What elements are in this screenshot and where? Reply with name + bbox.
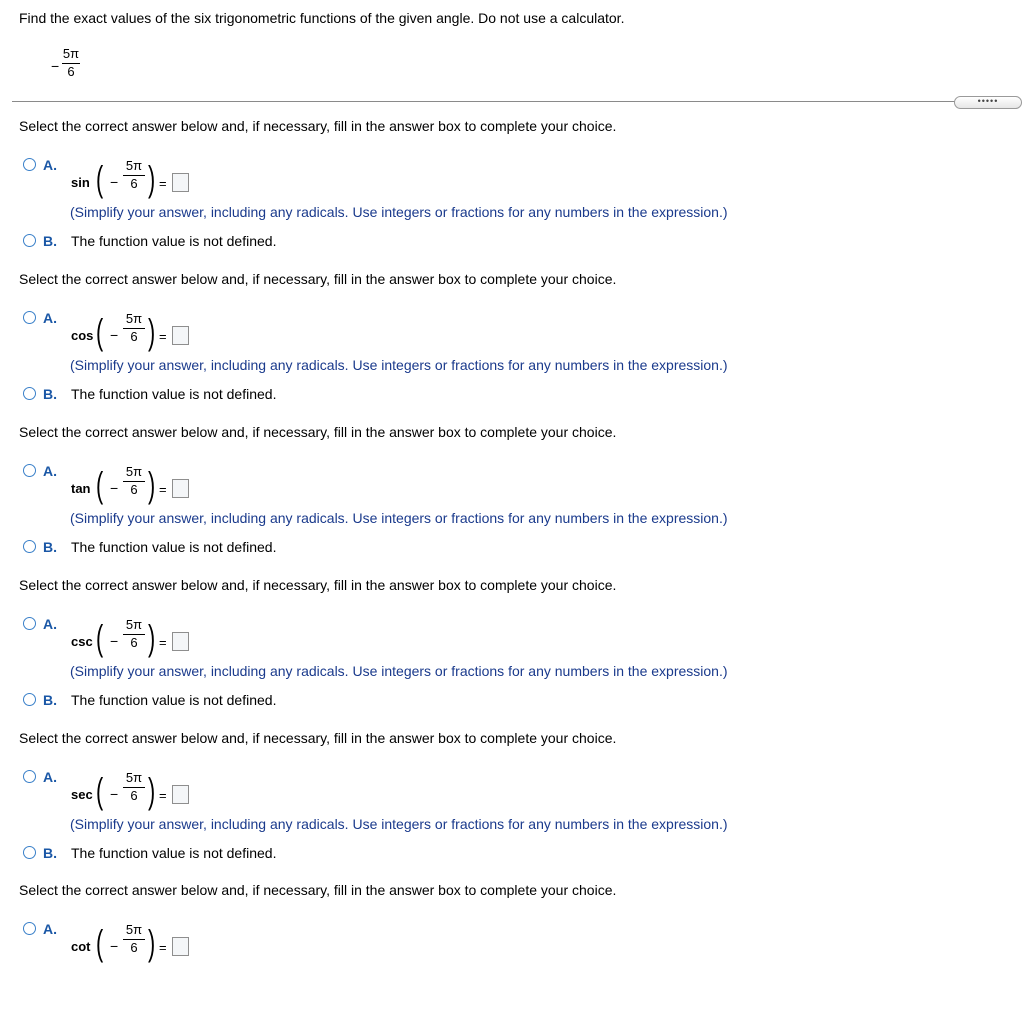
angle-fraction — [62, 46, 80, 79]
option-b-text: The function value is not defined. — [71, 692, 277, 708]
question-section-cos — [0, 271, 1024, 421]
answer-box[interactable] — [172, 632, 189, 651]
option-a-radio[interactable] — [23, 311, 36, 324]
angle-numerator: 5π — [125, 922, 143, 937]
option-b-text: The function value is not defined. — [71, 845, 277, 861]
option-a-letter: A. — [43, 310, 57, 326]
angle-sign: − — [110, 786, 119, 802]
option-b-text: The function value is not defined. — [71, 386, 277, 402]
equals-sign: = — [159, 176, 167, 191]
question-section-sec — [0, 730, 1024, 880]
option-a-radio[interactable] — [23, 464, 36, 477]
right-paren: ) — [148, 464, 156, 505]
angle-sign: − — [110, 633, 119, 649]
left-paren: ( — [96, 922, 104, 963]
angle-numerator: 5π — [125, 158, 143, 173]
option-b-letter: B. — [43, 692, 57, 708]
angle-denominator: 6 — [130, 788, 138, 803]
function-name: sec — [71, 787, 93, 802]
section-instruction: Select the correct answer below and, if necessary, fill in the answer box to complete your choice. — [19, 882, 617, 898]
equals-sign: = — [159, 940, 167, 955]
answer-box[interactable] — [172, 173, 189, 192]
angle-numerator: 5π — [125, 464, 143, 479]
angle-fraction — [123, 311, 145, 344]
angle-sign: − — [110, 938, 119, 954]
answer-box[interactable] — [172, 785, 189, 804]
option-a-letter: A. — [43, 921, 57, 937]
option-a-letter: A. — [43, 463, 57, 479]
problem-prompt: Find the exact values of the six trigonometric functions of the given angle. Do not use a calculator. — [19, 10, 625, 26]
angle-denominator: 6 — [130, 176, 138, 191]
equals-sign: = — [159, 788, 167, 803]
answer-hint: (Simplify your answer, including any radicals. Use integers or fractions for any numbers in the expression.) — [70, 357, 728, 373]
option-a-radio[interactable] — [23, 617, 36, 630]
option-b-radio[interactable] — [23, 540, 36, 553]
question-section-sin — [0, 118, 1024, 268]
option-a-radio[interactable] — [23, 922, 36, 935]
divider — [12, 101, 956, 102]
answer-hint: (Simplify your answer, including any radicals. Use integers or fractions for any numbers in the expression.) — [70, 510, 728, 526]
right-paren: ) — [148, 922, 156, 963]
question-section-cot — [0, 882, 1024, 1032]
left-paren: ( — [96, 158, 104, 199]
angle-fraction — [123, 464, 145, 497]
question-section-tan — [0, 424, 1024, 574]
angle-numerator: 5π — [62, 46, 80, 61]
equals-sign: = — [159, 635, 167, 650]
function-name: csc — [71, 634, 93, 649]
option-b-letter: B. — [43, 233, 57, 249]
angle-fraction — [123, 770, 145, 803]
angle-fraction — [123, 922, 145, 955]
option-a-radio[interactable] — [23, 770, 36, 783]
section-instruction: Select the correct answer below and, if necessary, fill in the answer box to complete your choice. — [19, 730, 617, 746]
angle-sign: − — [110, 480, 119, 496]
angle-denominator: 6 — [130, 940, 138, 955]
option-b-letter: B. — [43, 539, 57, 555]
option-b-letter: B. — [43, 845, 57, 861]
option-b-text: The function value is not defined. — [71, 539, 277, 555]
given-angle — [51, 46, 111, 90]
section-instruction: Select the correct answer below and, if necessary, fill in the answer box to complete your choice. — [19, 424, 617, 440]
option-a-letter: A. — [43, 157, 57, 173]
right-paren: ) — [148, 311, 156, 352]
right-paren: ) — [148, 617, 156, 658]
angle-sign: − — [51, 58, 60, 74]
left-paren: ( — [96, 770, 104, 811]
option-a-radio[interactable] — [23, 158, 36, 171]
left-paren: ( — [96, 311, 104, 352]
option-b-radio[interactable] — [23, 387, 36, 400]
option-b-text: The function value is not defined. — [71, 233, 277, 249]
option-b-radio[interactable] — [23, 693, 36, 706]
section-instruction: Select the correct answer below and, if necessary, fill in the answer box to complete your choice. — [19, 577, 617, 593]
right-paren: ) — [148, 158, 156, 199]
section-instruction: Select the correct answer below and, if necessary, fill in the answer box to complete your choice. — [19, 271, 617, 287]
answer-hint: (Simplify your answer, including any radicals. Use integers or fractions for any numbers in the expression.) — [70, 816, 728, 832]
option-b-radio[interactable] — [23, 234, 36, 247]
function-name: tan — [71, 481, 91, 496]
option-b-radio[interactable] — [23, 846, 36, 859]
equals-sign: = — [159, 329, 167, 344]
angle-denominator: 6 — [130, 635, 138, 650]
option-a-letter: A. — [43, 769, 57, 785]
equals-sign: = — [159, 482, 167, 497]
angle-denominator: 6 — [130, 482, 138, 497]
angle-numerator: 5π — [125, 311, 143, 326]
answer-box[interactable] — [172, 326, 189, 345]
angle-sign: − — [110, 174, 119, 190]
more-button[interactable]: ••••• — [954, 96, 1022, 109]
answer-box[interactable] — [172, 937, 189, 956]
answer-hint: (Simplify your answer, including any radicals. Use integers or fractions for any numbers in the expression.) — [70, 204, 728, 220]
option-a-letter: A. — [43, 616, 57, 632]
question-section-csc — [0, 577, 1024, 727]
angle-fraction — [123, 158, 145, 191]
angle-numerator: 5π — [125, 770, 143, 785]
section-instruction: Select the correct answer below and, if necessary, fill in the answer box to complete your choice. — [19, 118, 617, 134]
right-paren: ) — [148, 770, 156, 811]
angle-denominator: 6 — [67, 64, 75, 79]
function-name: cot — [71, 939, 91, 954]
answer-box[interactable] — [172, 479, 189, 498]
option-b-letter: B. — [43, 386, 57, 402]
function-name: cos — [71, 328, 94, 343]
left-paren: ( — [96, 464, 104, 505]
angle-fraction — [123, 617, 145, 650]
angle-numerator: 5π — [125, 617, 143, 632]
angle-denominator: 6 — [130, 329, 138, 344]
function-name: sin — [71, 175, 90, 190]
left-paren: ( — [96, 617, 104, 658]
angle-sign: − — [110, 327, 119, 343]
answer-hint: (Simplify your answer, including any radicals. Use integers or fractions for any numbers in the expression.) — [70, 663, 728, 679]
